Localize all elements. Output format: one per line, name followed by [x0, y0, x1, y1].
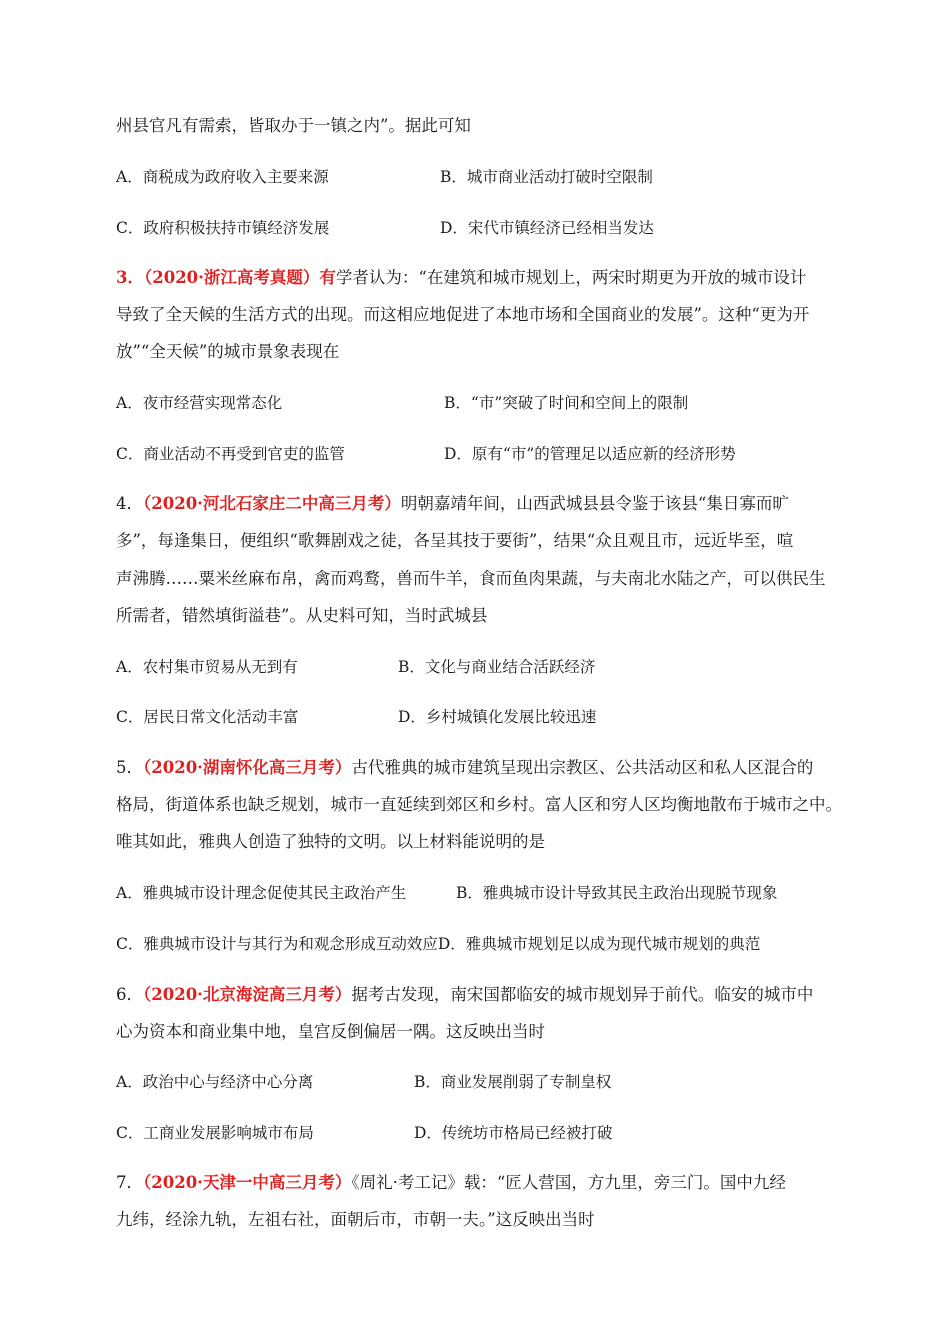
q4-first-line — [116, 492, 789, 516]
q7-source: （2020·天津一中高三月考） — [143, 1173, 352, 1192]
q4-option-c: C．居民日常文化活动丰富 — [116, 708, 299, 726]
q6-option-a: A．政治中心与经济中心分离 — [116, 1073, 314, 1091]
q6-option-b: B．商业发展削弱了专制皇权 — [414, 1073, 612, 1091]
q4-source: （2020·河北石家庄二中高三月考） — [143, 494, 401, 513]
q3-option-d: D．原有“市”的管理足以适应新的经济形势 — [444, 445, 736, 463]
q5-option-a: A．雅典城市设计理念促使其民主政治产生 — [116, 884, 407, 902]
q2-option-b: B．城市商业活动打破时空限制 — [440, 168, 653, 186]
q4-option-b: B．文化与商业结合活跃经济 — [398, 658, 596, 676]
q2-option-d: D．宋代市镇经济已经相当发达 — [440, 219, 654, 237]
q5-first-line — [116, 756, 813, 780]
q4-stem-line-2: 多”，每逢集日，便组织“歌舞剧戏之徒，各呈其技于要街”，结果“众且观且市，远近毕至，喧 — [116, 531, 794, 550]
q5-option-cd: C．雅典城市设计与其行为和观念形成互动效应D．雅典城市规划足以成为现代城市规划的典范 — [116, 935, 761, 953]
q3-stem-line-1: 学者认为：“在建筑和城市规划上，两宋时期更为开放的城市设计 — [335, 268, 807, 287]
q6-first-line — [116, 983, 813, 1007]
q4-stem-line-4: 所需者，错然填街溢巷”。从史料可知，当时武城县 — [116, 606, 488, 625]
q3-stem-line-3: 放”“全天候”的城市景象表现在 — [116, 342, 340, 361]
q3-first-line — [116, 266, 806, 290]
q2-stem-tail: 州县官凡有需索，皆取办于一镇之内”。据此可知 — [116, 116, 471, 135]
q3-number: 3． — [116, 268, 144, 287]
q6-stem-line-1: 据考古发现，南宋国都临安的城市规划异于前代。临安的城市中 — [351, 985, 814, 1004]
q4-option-a: A．农村集市贸易从无到有 — [116, 658, 298, 676]
q3-option-a: A．夜市经营实现常态化 — [116, 394, 283, 412]
q4-stem-line-1: 明朝嘉靖年间，山西武城县县令鉴于该县“集日寡而旷 — [400, 494, 789, 513]
q7-stem-line-1: 《周礼·考工记》载：“匠人营国，方九里，旁三门。国中九经 — [351, 1173, 786, 1192]
q2-option-a: A．商税成为政府收入主要来源 — [116, 168, 329, 186]
q5-source: （2020·湖南怀化高三月考） — [143, 758, 352, 777]
q5-stem-line-3: 唯其如此，雅典人创造了独特的文明。以上材料能说明的是 — [116, 832, 545, 851]
q3-stem-line-2: 导致了全天候的生活方式的出现。而这相应地促进了本地市场和全国商业的发展”。这种“更为开 — [116, 305, 810, 324]
q2-option-c: C．政府积极扶持市镇经济发展 — [116, 219, 330, 237]
q5-stem-line-1: 古代雅典的城市建筑呈现出宗教区、公共活动区和私人区混合的 — [351, 758, 814, 777]
q5-option-b: B．雅典城市设计导致其民主政治出现脱节现象 — [456, 884, 778, 902]
q4-number: 4． — [116, 494, 143, 513]
q7-first-line — [116, 1171, 786, 1195]
q7-number: 7． — [116, 1173, 143, 1192]
q7-stem-line-2: 九纬，经涂九轨，左祖右社，面朝后市，市朝一夫。”这反映出当时 — [116, 1210, 595, 1229]
q6-number: 6． — [116, 985, 143, 1004]
q5-stem-line-2: 格局，街道体系也缺乏规划，城市一直延续到郊区和乡村。富人区和穷人区均衡地散布于城市之中。 — [116, 795, 842, 814]
q6-option-d: D．传统坊市格局已经被打破 — [414, 1124, 613, 1142]
q3-option-b: B．“市”突破了时间和空间上的限制 — [444, 394, 689, 412]
q4-option-d: D．乡村城镇化发展比较迅速 — [398, 708, 597, 726]
q3-option-c: C．商业活动不再受到官吏的监管 — [116, 445, 345, 463]
q6-stem-line-2: 心为资本和商业集中地，皇宫反倒偏居一隅。这反映出当时 — [116, 1022, 545, 1041]
q5-number: 5． — [116, 758, 143, 777]
q6-option-c: C．工商业发展影响城市布局 — [116, 1124, 314, 1142]
q6-source: （2020·北京海淀高三月考） — [143, 985, 352, 1004]
q4-stem-line-3: 声沸腾……粟米丝麻布帛，禽而鸡鹜，兽而牛羊，食而鱼肉果蔬，与夫南北水陆之产，可以供民生 — [116, 569, 826, 588]
q3-source: （2020·浙江高考真题）有 — [143, 268, 336, 287]
